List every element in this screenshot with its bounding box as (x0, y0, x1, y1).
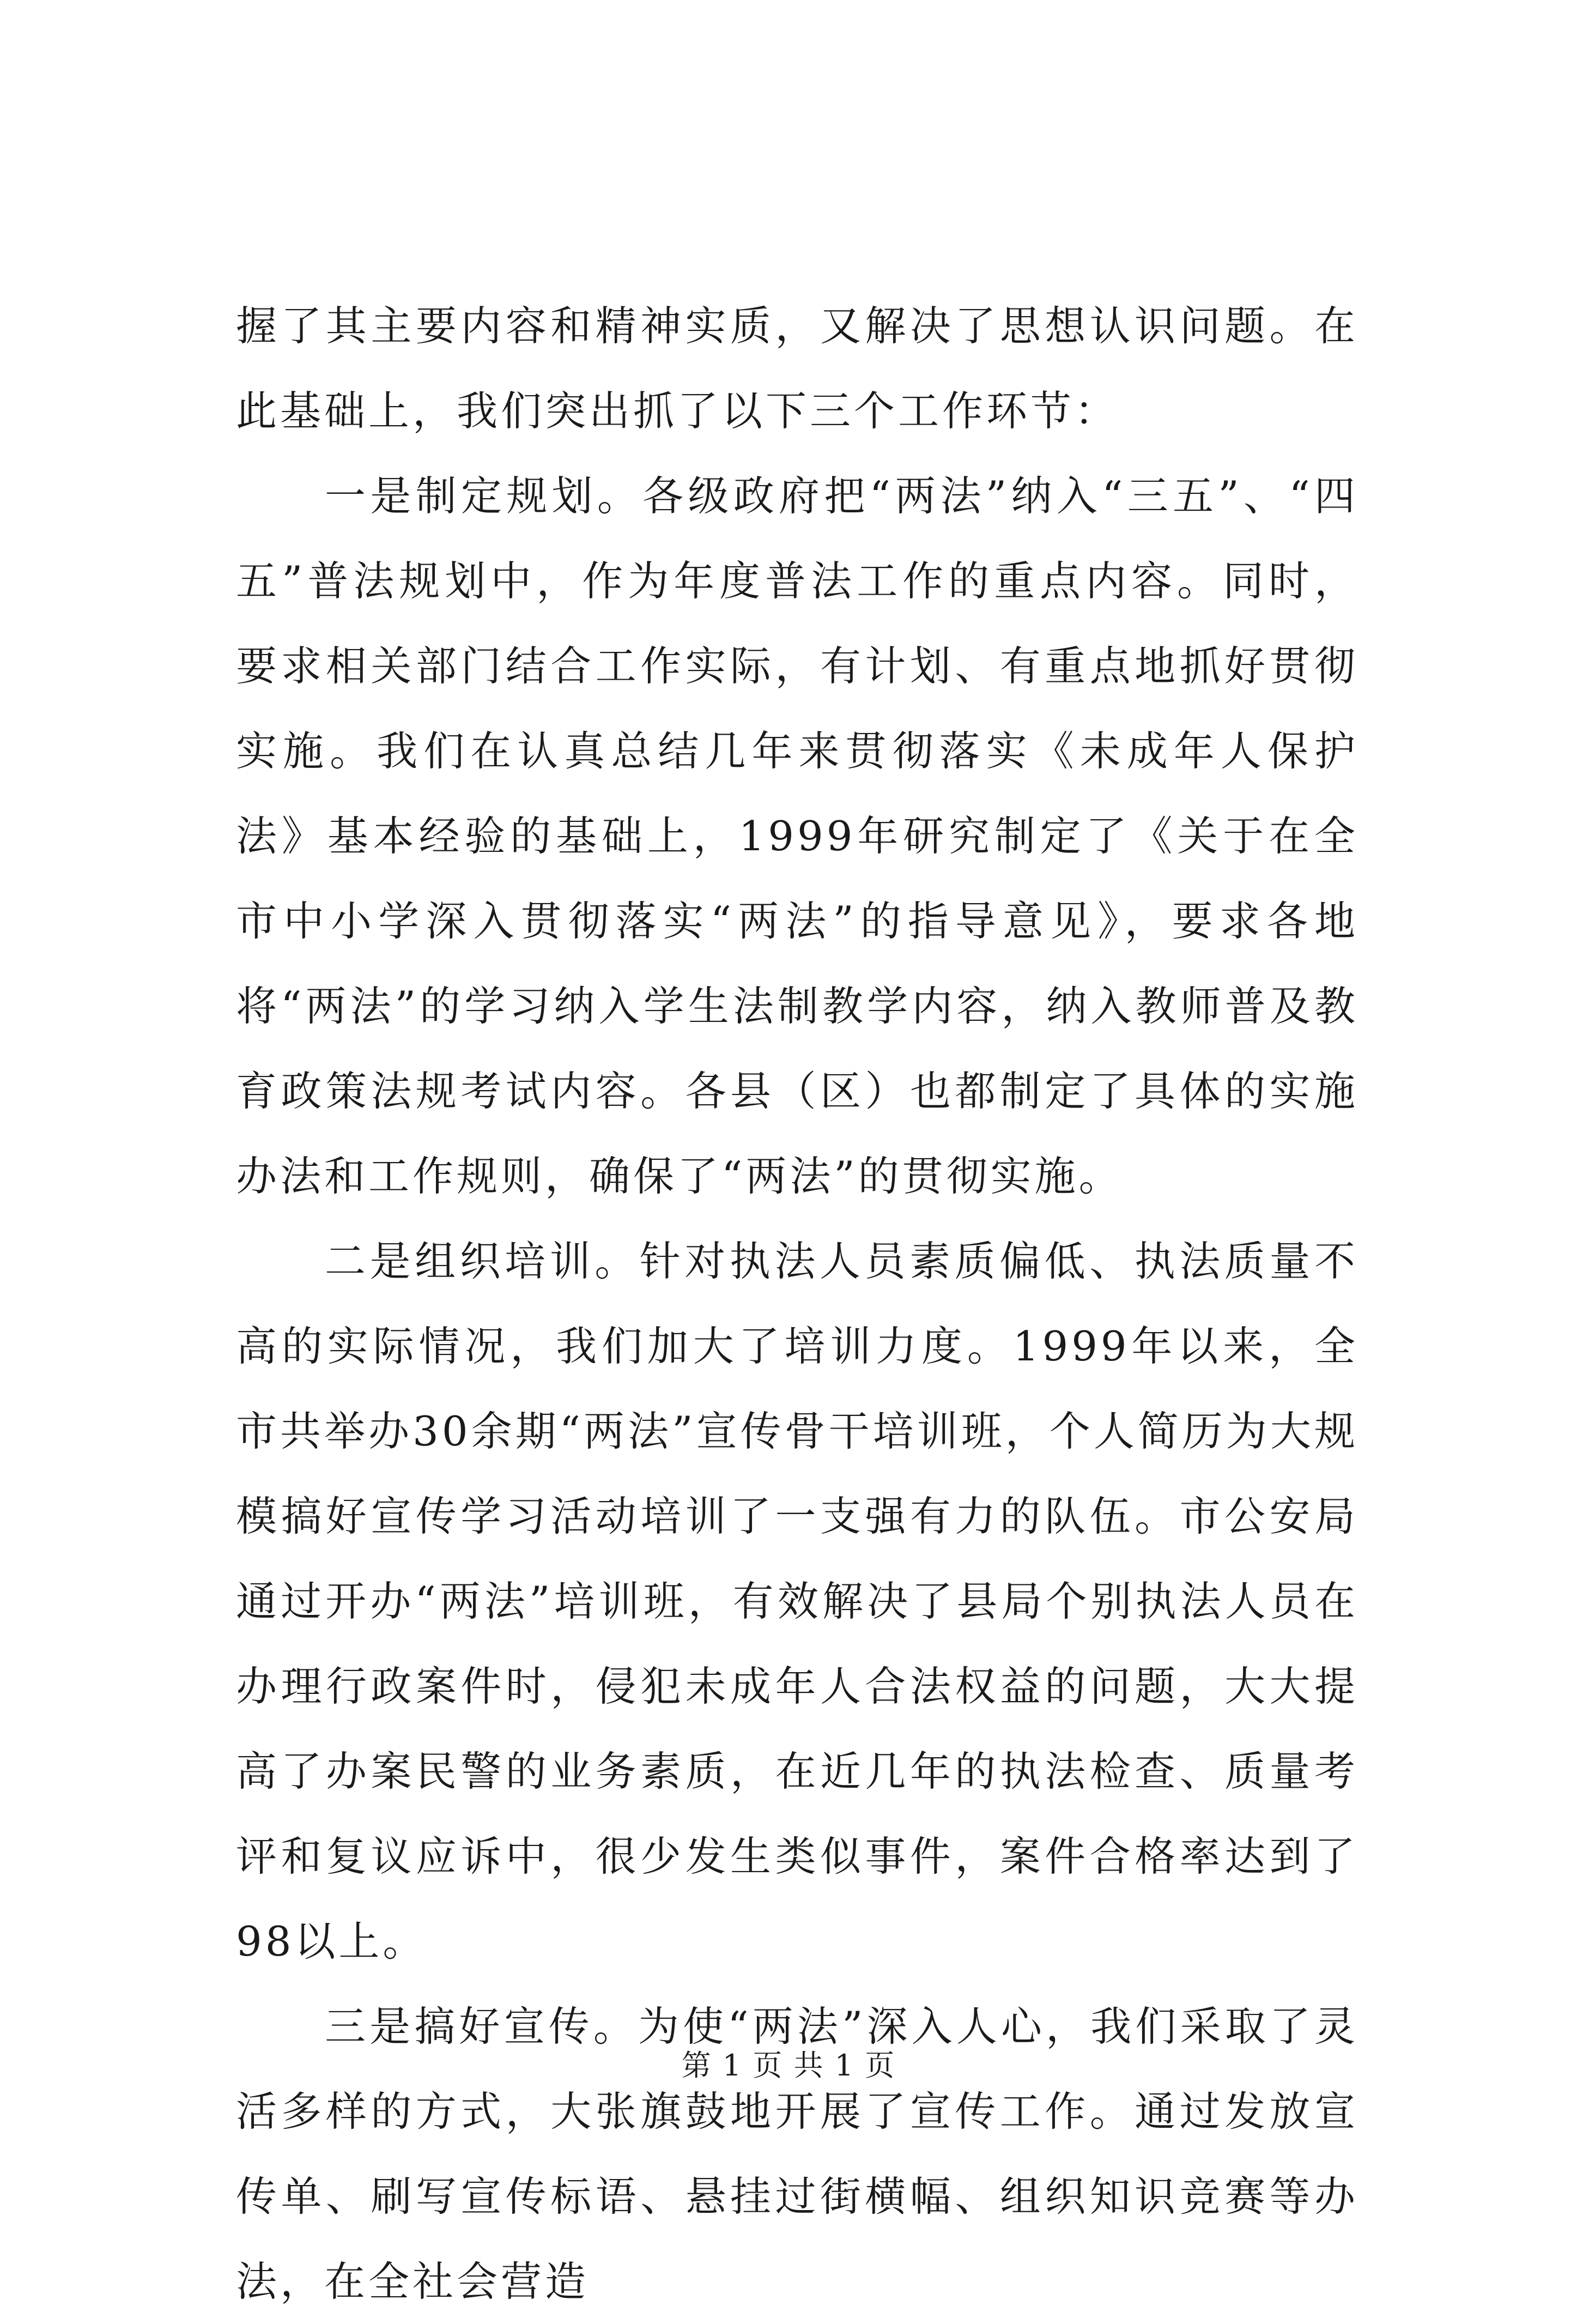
paragraph-continuation: 握了其主要内容和精神实质，又解决了思想认识问题。在此基础上，我们突出抓了以下三个工作环节： (236, 302, 1358, 435)
paragraph-publicity: 三是搞好宣传。为使“两法”深入人心，我们采取了灵活多样的方式，大张旗鼓地开展了宣传工作。通过发放宣传单、刷写宣传标语、悬挂过街横幅、组织知识竞赛等办法，在全社会营造 (236, 2002, 1358, 2305)
paragraph-planning: 一是制定规划。各级政府把“两法”纳入“三五”、“四五”普法规划中，作为年度普法工作的重点内容。同时，要求相关部门结合工作实际，有计划、有重点地抓好贯彻实施。我们在认真总结几年来贯彻落实《未成年人保护法》基本经验的基础上，1999年研究制定了《关于在全市中小学深入贯彻落实“两法”的指导意见》，要求各地将“两法”的学习纳入学生法制教学内容，纳入教师普及教育政策法规考试内容。各县（区）也都制定了具体的实施办法和工作规则，确保了“两法”的贯彻实施。 (236, 472, 1358, 1200)
page-footer: 第 1 页 共 1 页 (681, 2048, 896, 2083)
document-body (236, 283, 1358, 2324)
paragraph-training: 二是组织培训。针对执法人员素质偏低、执法质量不高的实际情况，我们加大了培训力度。1999年以来，全市共举办30余期“两法”宣传骨干培训班，个人简历为大规模搞好宣传学习活动培训了一支强有力的队伍。市公安局通过开办“两法”培训班，有效解决了县局个别执法人员在办理行政案件时，侵犯未成年人合法权益的问题，大大提高了办案民警的业务素质，在近几年的执法检查、质量考评和复议应诉中，很少发生类似事件，案件合格率达到了98以上。 (236, 1237, 1358, 1965)
